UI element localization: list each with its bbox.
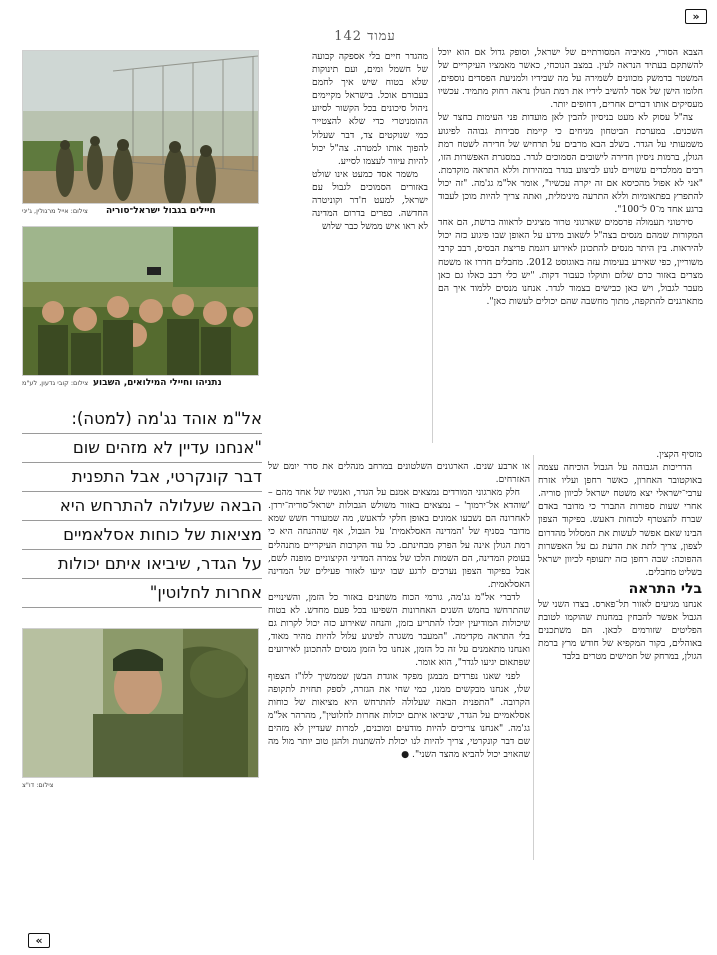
- netanyahu-reservists-photo: [22, 226, 259, 376]
- article-column-1: [438, 46, 703, 441]
- photo-credit: צילום: קובי גדעון, לע"מ: [22, 379, 89, 387]
- pull-quote: [22, 405, 262, 608]
- pull-quote-line: הבאה שעלולה להתרחש היא: [22, 492, 262, 521]
- paragraph: הצבא הסורי, מאיביה המסורתיים של ישראל, וסופק גדול אם הוא יוכל להשתקם בעתיד הנראה לעין. במצב הנוכחי, כאשר מאמציו העיקריים של המשטר בדמשק מכוונים לשמירה על מה שבידיו ולמניעת הפסדים נוספים, חלומו הישן של אסד להשיב לידיו את רמת הגולן נראה רחוק מתמיד. עכשיו מעסיקים אותו דברים אחרים, דחופים יותר.: [438, 47, 703, 111]
- prev-page-button[interactable]: «: [28, 933, 50, 948]
- column-divider: [432, 48, 433, 443]
- commander-photo: [22, 628, 259, 778]
- paragraph: חלק מארגוני המורדים נמצאים אמנם על הגדר, ואנשיו של אחד מהם – 'שוהדא אל־ירמוך' – נמצאים באזור משולש הגבולות ישראל־סוריה־ירדן. לאחרונה הם נשבעו אמונים באופן חלקי לדאעש, מה שמעורר חשש שמא מדובר בסניף של 'המדינה האסלאמית' על הגבול, אף שההנחה היא כי רמת הגולן אינה על הפרק מבחינתם. כל עוד הקרבות העיקריים מתנהלים בעומק המדינה, הם השמות הלכו של צמרה המדיני הקיצוניים מופנה לשם, אבל בפיקוד הצפון נערכים לרגע שבו יגיעו לאזור פעילים של המדינה האסלאמית.: [268, 487, 530, 590]
- pull-quote-line: אחרות לחלוטין": [22, 579, 262, 608]
- page-number: עמוד 142: [334, 29, 396, 44]
- pull-quote-line: "אנחנו עדיין לא מזהים שום: [22, 434, 262, 463]
- photo-caption: נתניהו וחיילי המילואים, השבוע: [93, 378, 222, 388]
- article-column-3: [538, 448, 702, 868]
- border-soldiers-photo: [22, 50, 259, 204]
- next-page-button[interactable]: »: [685, 9, 707, 24]
- paragraph: מוסיף הקצין.: [656, 449, 702, 460]
- paragraph: סירטוני תעמולה פרסמים שארגוני טרור מציגים לראווה ברשת, הם אחד המקורות שמהם מנסים בצה"ל לשאוב מידע על האופן שבו פיגוע כזה יכול להיראות. בין היתר מנסים להתכונן לאירוע דוגמת פריצת הבסיס, רבב קרבי משוריין, כפי שאירע בעימות עזה באוגוסט 2012. מחבלים חדרו אז משטח מצרים באזור כרם שלום ותוקלו כעבור דקות. "יש כלי רכב כאלו גם כאן מעבר לגבול, ויש כאן כבישים בצמוד לגדר. אנחנו מנסים ללמוד איך הם מתארגנים להתקפה, מתוך מחשבה שהם יכולים לעשות כאן".: [438, 217, 703, 307]
- section-heading: בלי התראה: [628, 580, 702, 597]
- pull-quote-line: דבר קונקרטי, אבל התפנית: [22, 463, 262, 492]
- paragraph: אנחנו מגיעים לאזור תל־פארס. בצדו השני של הגבול אפשר להבחין במחנות שהוקמו לטובת הפליטים שזורמים לכאן. הם משתכנים באוהלים, בקור המקפיא של חודש מרץ ברמת הגולן, במרחק של חמישים מטרים בלבד: [538, 599, 702, 663]
- paragraph: לדברי אל"מ גג'מה, גורמי הכוח משתנים באזור כל הזמן, והשינויים שהתרחשו בחמש השנים האחרונות השפיעו בכל פעם מחדש. לא בטוח שיכולות המודיעין יוכלו להתריע בזמן, והנחה שאירוע כזה יכול לקרות גם בלי התראה מקדימה. "המעבר משגרה לפיגוע עלול להיות מהיר מאוד, ואנחנו מתאמנים על זה כל הזמן, אנחנו כל הזמן מנסים להתכונן לאירועים שפתאום יגיעו לגדר", הוא אומר.: [268, 591, 530, 669]
- pull-quote-line: מציאות של כוחות אסלאמיים: [22, 521, 262, 550]
- paragraph: או ארבע שנים. הארגונים השלטונים במרחב מנהלים את סדר יומם של האזרחים.: [268, 461, 530, 486]
- photo-credit: צילום: דו"צ: [22, 781, 54, 789]
- pull-quote-line: על הגדר, שיביאו איתם יכולות: [22, 550, 262, 579]
- paragraph: צה"ל עסוק לא מעט בניסיון להבין לאן מועדות פני העימות בחצר של השכנים. במערכת הביטחון מניחים כי קיימת סבירות גבוהה לפיגוע משמעותי על הגדר. בשלב הבא מרבים על תרחיש של חדירה לשטח רמת הגולן, ברמות ניסיון חדירה לישובים הסמוכים לגדר. במסגרת האפשרות הזו, רבים ממלכדים עשויים לנוע לביצוע בגדר במהירות וללא התראה מוקדמת. "אני לא אפול מהכיסא אם זה יקרה עכשיו", אומר אל"מ גג'מה. "זה יכול להתפרץ בפתאומיות וללא התרעה מינימלית, ואתה צריך להיות מוכן לעבוד ברגע אחד מ־0 ל־100".: [438, 112, 703, 216]
- pull-quote-line: אל"מ אוהד נג'מה (למטה):: [22, 405, 262, 434]
- article-column-4: [268, 460, 530, 855]
- photo-caption: חיילים בגבול ישראל־סוריה: [106, 206, 216, 216]
- article-column-2: [312, 50, 428, 445]
- paragraph: לפני שאנו נפרדים מבמגן מפקד אוגדת הבשן שממשיך ללו"ז הצפוף שלו, אנחנו מבקשים ממנו, כמי שחי את הגזרה, לספק תחזית לתקופה הקרובה. "התפנית הבאה שעלולה להתרחש היא מציאות של כוחות אסלאמיים על הגדר, שיביאו איתם יכולות אחרות לחלוטין", מהרהר אל"מ גג'מה. "אנחנו צריכים להיות מודעים ומוכנים, למרות שעדיין לא מזהים שם דבר קונקרטי, צריך להיות לנו יכולת להשתנות ולהגן טוב יותר מול מה שהאויב יכול להביא מהצד השני". ●: [268, 670, 530, 761]
- column-divider: [533, 455, 534, 860]
- paragraph: מהגדר חיים בלי אספקה קבועה של חשמל ומים, ועם תינוקות שלא בטוח שיש איך לחמם בעבורם אוכל. בישראל מקיימים ניהול סיכונים בכל הקשור לסיוע ההומניטרי כדי שלא להצטייר כמי שנוקטים צד, דבר שעלול להפוך אותו למטרה. צה"ל יכול להיות עיוור לעצמו לסייע.: [312, 51, 428, 167]
- photo-credit: צילום: אייל מרגולין, ג'יני: [22, 207, 88, 215]
- paragraph: הדריכות הגבוהה על הגבול הוכיחה עצמה באוקטובר האחרון, כאשר רחפן ועליו אזרח ערבי־ישראלי יצא משטח ישראל לכיוון סוריה. אחרי שעות ספורות התברר כי מדובר באדם שברח להצטרף לכוחות דאעש. בפיקוד הצפון הבינו שאם אפשר לעשות את המסלול מהדרום לצפון, צריך לתת את הדעת גם על האפשרות ההפוכה: שבה רחפן כזה יתעופף לכיוון ישראל בשליט מחבלים.: [538, 462, 702, 578]
- paragraph: משמר אסד כמעט אינו שולט באזורים הסמוכים לגבול עם ישראל, למעט ח'דר וקוניטרה החדשה. כפרים בדרום המדינה לא ראו איש ממשל כבר שלוש: [312, 168, 428, 233]
